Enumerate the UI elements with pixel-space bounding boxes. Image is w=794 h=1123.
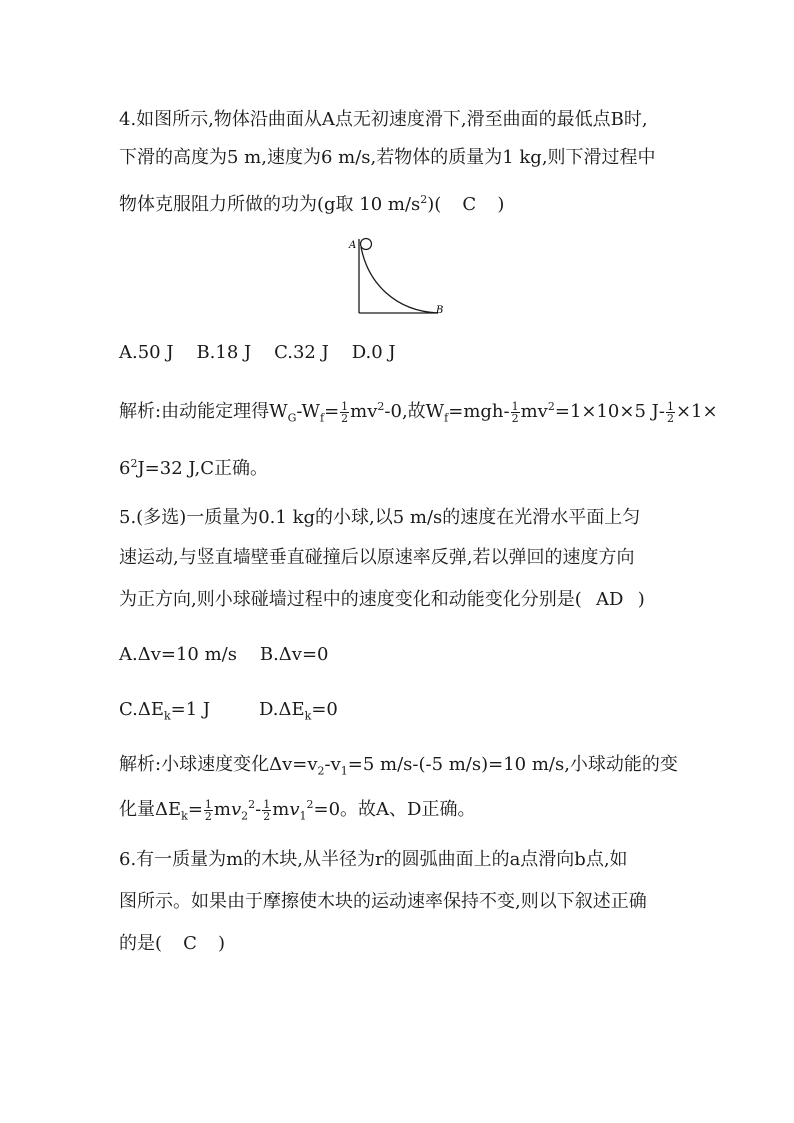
q4-text-line-3: 物体克服阻力所做的功为(g取 10 $m/s^2$)( C )	[119, 193, 505, 215]
q4-text-line-1: 4.如图所示,物体沿曲面从A点无初速度滑下,滑至曲面的最低点B时,	[119, 109, 648, 130]
q6-text-line-2: 图所示。如果由于摩擦使木块的运动速率保持不变,则以下叙述正确	[119, 891, 647, 912]
q4-analysis-line-2: $6^2J=32$ J,C正确。	[119, 457, 269, 479]
q6-text-line-3: 的是( C )	[119, 933, 226, 954]
q4-options: A.50 J B.18 J C.32 J D.0 J	[119, 342, 396, 363]
q5-analysis-line-2: 化量$\Delta E_k=$ $\frac{1}{2}$ $mv_2^2-$ $\frac{1}{2}$ $mv_1^2=0$。故A、D正确。	[119, 797, 476, 823]
q5-analysis-line-1: 解析:小球速度变化$\Delta v=v_2-v_1=5$ m/s-(-5 m/s)=10 m/s,小球动能的变	[119, 754, 678, 778]
q6-answer: C	[183, 933, 197, 954]
q4-text-line-2: 下滑的高度为5 m,速度为6 m/s,若物体的质量为1 kg,则下滑过程中	[119, 147, 656, 168]
q4-analysis-line-1: 解析:由动能定理得$W_G-W_f=$ $\frac{1}{2}$ $mv^2-0$,故$W_f=mgh-$ $\frac{1}{2}$ $mv^2=1\times 10\times 5$ J- $\frac{1}{2}$ ×1×	[119, 399, 718, 425]
q5-text-line-3: 为正方向,则小球碰墙过程中的速度变化和动能变化分别是( AD )	[119, 589, 645, 610]
q4-answer: C	[462, 194, 477, 215]
q5-text-line-2: 速运动,与竖直墙壁垂直碰撞后以原速率反弹,若以弹回的速度方向	[119, 547, 635, 568]
q5-option-d: $D.\Delta E_k=0$	[259, 699, 338, 723]
q4-figure-curved-slope	[340, 233, 460, 323]
q4-figure-label-b: B	[436, 305, 444, 316]
q6-text-line-1: 6.有一质量为m的木块,从半径为r的圆弧曲面上的a点滑向b点,如	[119, 849, 628, 870]
q5-options-ab: A.Δv=10 m/s B.Δv=0	[119, 644, 329, 665]
q5-option-c: $C.\Delta E_k=1$ J	[119, 699, 211, 723]
q5-answer: AD	[596, 589, 624, 610]
q5-text-line-1: 5.(多选)一质量为0.1 kg的小球,以5 m/s的速度在光滑水平面上匀	[119, 507, 641, 528]
q4-figure-label-a: A	[349, 240, 357, 251]
